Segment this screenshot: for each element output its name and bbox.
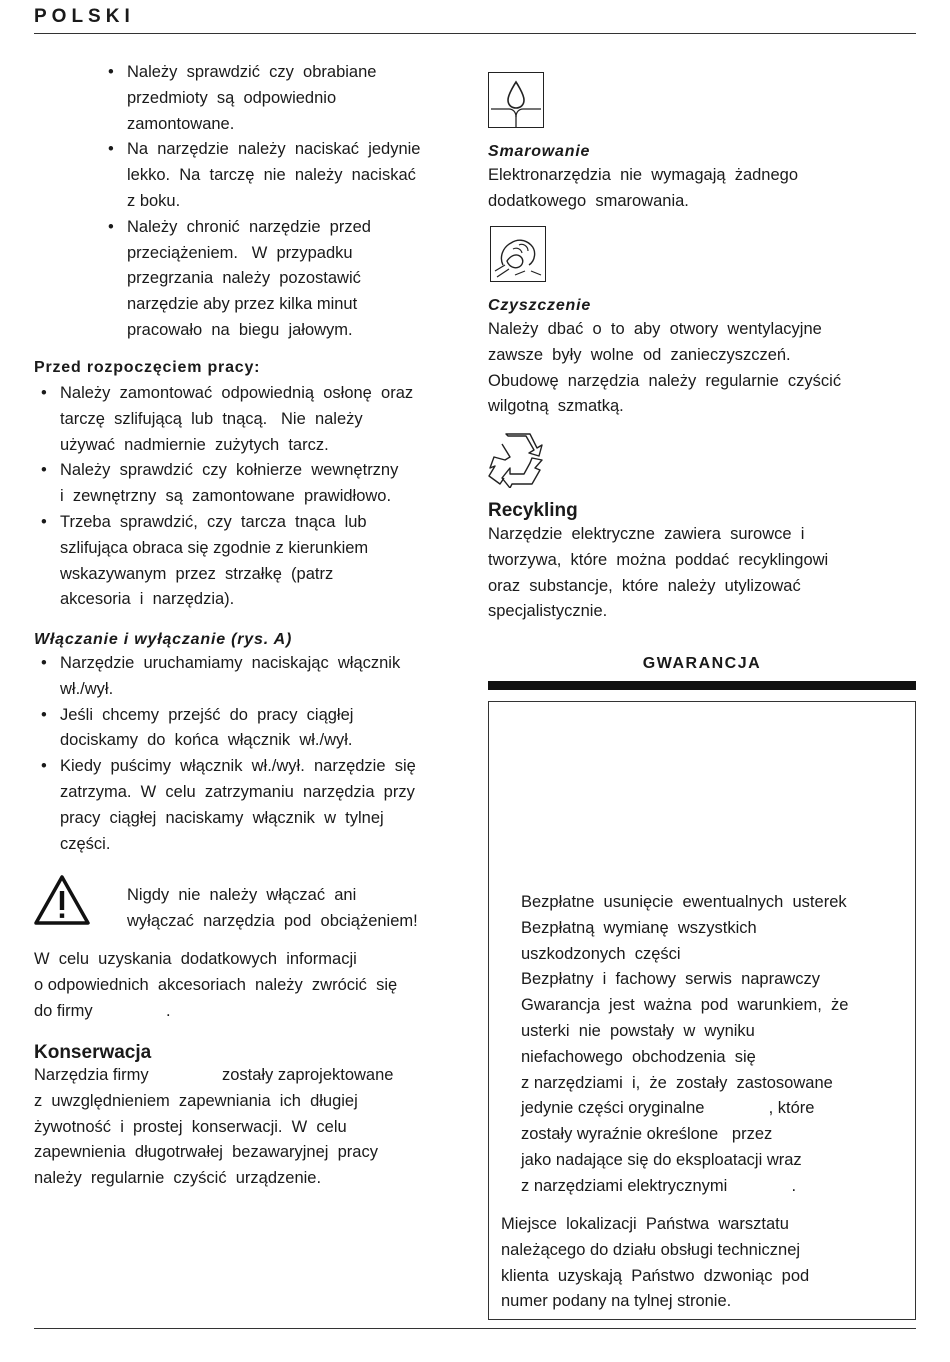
list-item-text: Narzędzie uruchamiamy naciskając włącznik	[60, 654, 401, 672]
list-item	[60, 728, 416, 754]
list-item	[60, 832, 416, 858]
bullet-icon: •	[41, 757, 47, 776]
list-item-text: przedmioty są odpowiednio	[127, 88, 337, 107]
recycling-line: oraz substancje, które należy utylizować	[488, 576, 801, 595]
service-line: klienta uzyskają Państwo dzwoniąc pod	[501, 1266, 810, 1285]
service-text	[501, 1212, 809, 1315]
cleaning-line: zawsze były wolne od zanieczyszczeń.	[488, 345, 791, 364]
list-item	[127, 163, 421, 189]
list-item-text: zamontowane.	[127, 114, 235, 133]
bullet-icon: •	[108, 140, 114, 159]
list-item	[41, 381, 414, 407]
list-item-text: Należy sprawdzić czy kołnierze wewnętrzny	[60, 461, 399, 480]
cleaning-line: wilgotną szmatką.	[488, 397, 624, 416]
list-item-text: używać nadmiernie zużytych tarcz.	[60, 435, 329, 454]
list-item-text: akcesoria i narzędzia).	[60, 590, 235, 609]
list-item	[108, 137, 421, 163]
lubrication-line: dodatkowego smarowania.	[488, 191, 689, 210]
page-language-title: POLSKI	[34, 6, 135, 27]
bullet-icon: •	[41, 461, 47, 480]
list-item-text: przeciążeniem. W przypadku	[127, 243, 353, 262]
list-item-text: narzędzie aby przez kilka minut	[127, 295, 358, 314]
bullet-icon: •	[41, 512, 47, 531]
service-line: numer podany na tylnej stronie.	[501, 1292, 732, 1311]
recycling-line: tworzywa, które można poddać recyklingowi	[488, 550, 829, 569]
bullet-icon: •	[108, 217, 114, 236]
cleaning-heading: Czyszczenie	[488, 297, 592, 314]
list-item	[60, 587, 413, 613]
maintenance-line: żywotność i prostej konserwacji. W celu	[34, 1117, 347, 1136]
list-item-text: części.	[60, 834, 111, 853]
bullet-icon: •	[108, 63, 114, 81]
maintenance-line: zapewnienia długotrwałej bezawaryjnej pracy	[34, 1143, 378, 1162]
list-item-text: Należy sprawdzić czy obrabiane	[127, 63, 377, 81]
list-item	[127, 292, 421, 318]
list-item	[60, 780, 416, 806]
list-item	[60, 536, 413, 562]
warranty-heading: GWARANCJA	[642, 655, 762, 672]
list-item-text: pracy ciągłej naciskamy włącznik w tylnej	[60, 808, 384, 827]
list-item-text: szlifująca obraca się zgodnie z kierunkiem	[60, 538, 369, 557]
list-item-text: Na narzędzie należy naciskać jedynie	[127, 140, 421, 159]
list-item	[127, 266, 421, 292]
list-item	[60, 562, 413, 588]
cleaning-line: Należy dbać o to aby otwory wentylacyjne	[488, 320, 822, 338]
list-item	[60, 677, 416, 703]
bullet-icon: •	[41, 705, 47, 724]
before-work-bullets	[41, 381, 414, 613]
warranty-line: z narzędziami i, że zostały zastosowane	[521, 1073, 833, 1092]
list-item	[127, 318, 421, 344]
accessory-info-text	[34, 947, 397, 1024]
list-item	[60, 806, 416, 832]
warranty-line: usterki nie powstały w wyniku	[521, 1021, 755, 1040]
info-line: o odpowiednich akcesoriach należy zwrócić się	[34, 975, 398, 994]
list-item	[127, 189, 421, 215]
before-work-heading: Przed rozpoczęciem pracy:	[34, 359, 261, 376]
warranty-bar	[488, 681, 916, 690]
usage-bullets	[108, 60, 421, 344]
lubrication-text	[488, 163, 798, 215]
list-item	[127, 241, 421, 267]
maintenance-text	[34, 1063, 393, 1192]
list-item	[108, 60, 421, 86]
bullet-icon: •	[41, 384, 47, 402]
lubrication-drop-icon	[488, 72, 544, 128]
list-item	[41, 510, 413, 536]
warranty-line: Bezpłatny i fachowy serwis naprawczy	[521, 970, 820, 989]
warranty-line: niefachowego obchodzenia się	[521, 1047, 756, 1066]
list-item	[41, 703, 416, 729]
recycling-line: specjalistycznie.	[488, 602, 608, 621]
warning-triangle-icon	[33, 874, 91, 926]
warranty-line: jedynie części oryginalne , które	[521, 1099, 815, 1118]
warranty-line: uszkodzonych części	[521, 944, 681, 963]
list-item	[60, 407, 413, 433]
cleaning-text	[488, 317, 841, 420]
list-item	[60, 433, 413, 459]
list-item-text: z boku.	[127, 191, 181, 210]
warning-line: wyłączać narzędzia pod obciążeniem!	[127, 911, 418, 930]
info-line: W celu uzyskania dodatkowych informacji	[34, 950, 357, 968]
warning-text	[127, 883, 418, 935]
list-item-text: lekko. Na tarczę nie należy naciskać	[127, 166, 416, 185]
list-item-text: Trzeba sprawdzić, czy tarcza tnąca lub	[60, 512, 367, 531]
list-item-text: przegrzania należy pozostawić	[127, 269, 361, 288]
list-item-text: Jeśli chcemy przejść do pracy ciągłej	[60, 705, 354, 724]
recycling-line: Narzędzie elektryczne zawiera surowce i	[488, 525, 805, 543]
list-item-text: wł./wył.	[60, 679, 114, 698]
list-item-text: dociskamy do końca włącznik wł./wył.	[60, 731, 353, 750]
list-item	[60, 484, 413, 510]
warranty-line: jako nadające się do eksploatacji wraz	[521, 1150, 802, 1169]
service-line: Miejsce lokalizacji Państwa warsztatu	[501, 1215, 789, 1233]
list-item-text: pracowało na biegu jałowym.	[127, 320, 353, 339]
cleaning-line: Obudowę narzędzia należy regularnie czyścić	[488, 371, 842, 390]
recycling-heading: Recykling	[488, 500, 578, 521]
maintenance-line: z uwzględnieniem zapewniania ich długiej	[34, 1091, 358, 1110]
list-item	[108, 215, 421, 241]
warranty-line: Bezpłatne usunięcie ewentualnych usterek	[521, 893, 847, 911]
bullet-icon: •	[41, 654, 47, 672]
service-line: należącego do działu obsługi technicznej	[501, 1240, 801, 1259]
warranty-text	[521, 890, 848, 1200]
footer-rule	[34, 1328, 916, 1329]
list-item	[41, 754, 416, 780]
warranty-line: zostały wyraźnie określone przez	[521, 1125, 773, 1144]
maintenance-line: należy regularnie czyścić urządzenie.	[34, 1169, 322, 1188]
warning-line: Nigdy nie należy włączać ani	[127, 886, 357, 904]
list-item-text: wskazywanym przez strzałkę (patrz	[60, 564, 334, 583]
warranty-line: z narzędziami elektrycznymi .	[521, 1176, 797, 1195]
warranty-line: Bezpłatną wymianę wszystkich	[521, 918, 757, 937]
maintenance-line: Narzędzia firmy zostały zaprojektowane	[34, 1066, 394, 1084]
list-item-text: Kiedy puścimy włącznik wł./wył. narzędzie się	[60, 757, 416, 776]
list-item-text: zatrzyma. W celu zatrzymaniu narzędzia przy	[60, 782, 415, 801]
list-item-text: i zewnętrzny są zamontowane prawidłowo.	[60, 487, 392, 506]
recycling-text	[488, 522, 828, 625]
header-rule	[34, 33, 916, 34]
lubrication-line: Elektronarzędzia nie wymagają żadnego	[488, 166, 799, 184]
list-item-text: Należy chronić narzędzie przed	[127, 217, 371, 236]
recycling-icon	[486, 430, 548, 488]
list-item	[41, 651, 416, 677]
list-item	[127, 112, 421, 138]
switch-bullets	[41, 651, 416, 857]
maintenance-heading: Konserwacja	[34, 1042, 152, 1063]
lubrication-heading: Smarowanie	[488, 143, 591, 160]
list-item-text: tarczę szlifującą lub tnącą. Nie należy	[60, 409, 363, 428]
list-item	[127, 86, 421, 112]
switch-heading: Włączanie i wyłączanie (rys. A)	[34, 631, 293, 648]
warranty-line: Gwarancja jest ważna pod warunkiem, że	[521, 996, 849, 1015]
list-item-text: Należy zamontować odpowiednią osłonę oraz	[60, 384, 414, 402]
list-item	[41, 458, 413, 484]
cleaning-hand-icon	[490, 226, 546, 282]
info-line: do firmy .	[34, 1001, 171, 1020]
